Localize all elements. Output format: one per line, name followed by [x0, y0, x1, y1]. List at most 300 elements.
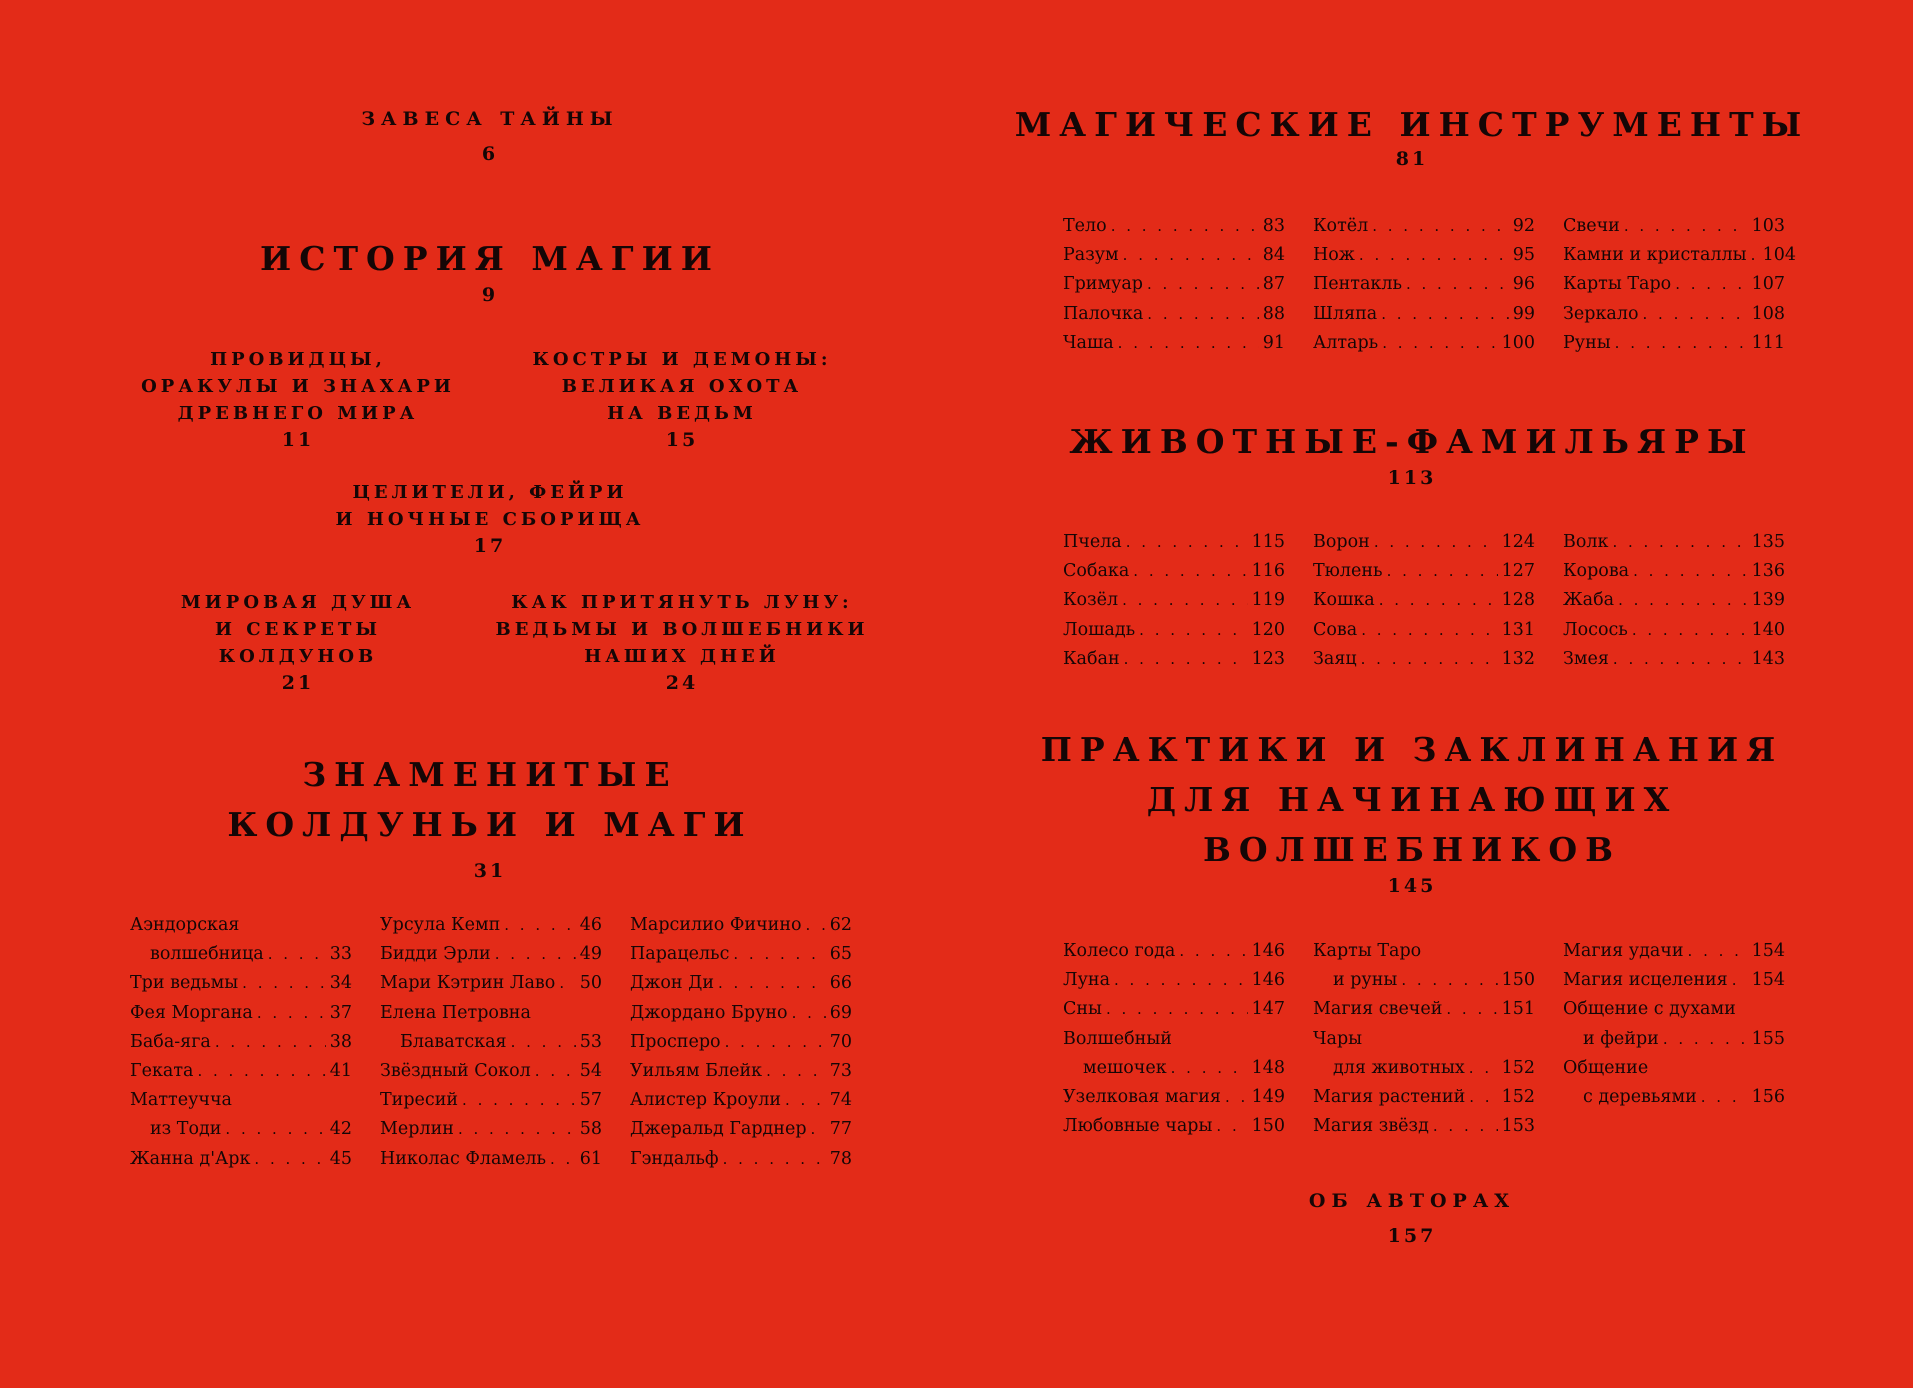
toc-entry-page: 131	[1501, 619, 1535, 640]
toc-entry-page: 49	[579, 944, 602, 965]
toc-entry	[1313, 212, 1535, 241]
sub-line: И НОЧНЫЕ СБОРИЩА	[335, 509, 645, 530]
toc-entry-page: 65	[829, 944, 852, 965]
toc-entry-label: Колесо года	[1063, 941, 1176, 961]
toc-entry-page: 150	[1251, 1116, 1285, 1137]
toc-entry-label: Свечи	[1563, 216, 1620, 236]
toc-entry-label: Джон Ди	[630, 973, 714, 994]
toc-entry	[1313, 995, 1535, 1024]
right-page	[956, 0, 1913, 1388]
toc-entry	[1063, 241, 1285, 270]
history-sub-3	[240, 479, 740, 560]
toc-entry-page: 99	[1512, 303, 1535, 324]
toc-entry-label: Лошадь	[1063, 619, 1136, 640]
toc-entry	[1313, 1083, 1535, 1112]
toc-entry	[1313, 1025, 1535, 1054]
toc-entry	[1563, 966, 1785, 995]
dot-leader	[1633, 557, 1747, 586]
toc-entry	[1563, 300, 1785, 329]
history-sub-5	[462, 589, 902, 697]
toc-entry-page: 33	[329, 944, 352, 965]
toc-entry-page: 50	[579, 973, 602, 994]
toc-entry-page: 146	[1251, 941, 1285, 961]
familiars-col-1	[1063, 528, 1285, 674]
toc-entry	[1063, 966, 1285, 995]
familiars-page: 113	[1387, 467, 1437, 489]
toc-entry-label: Пчела	[1063, 532, 1122, 552]
toc-entry-page: 135	[1751, 532, 1785, 552]
toc-entry-page: 140	[1751, 619, 1785, 640]
toc-entry-label: Магия растений	[1313, 1086, 1466, 1107]
left-page	[0, 0, 956, 1388]
toc-entry-page: 143	[1751, 648, 1785, 669]
toc-entry	[1063, 300, 1285, 329]
dot-leader	[1123, 241, 1259, 270]
dot-leader	[1751, 241, 1759, 270]
practices-col-2	[1313, 937, 1535, 1141]
dot-leader	[1406, 270, 1509, 299]
dot-leader	[268, 940, 326, 969]
practices-title-line: ПРАКТИКИ И ЗАКЛИНАНИЯ	[1040, 730, 1784, 769]
toc-entry-page: 91	[1262, 332, 1285, 353]
toc-entry	[630, 911, 852, 940]
toc-entry-label: Лосось	[1563, 619, 1628, 640]
toc-entry-page: 120	[1251, 619, 1285, 640]
toc-entry	[1313, 645, 1535, 674]
toc-entry-page: 78	[829, 1148, 852, 1169]
famous-col-1	[130, 911, 352, 1174]
toc-entry-page: 147	[1251, 999, 1285, 1020]
toc-entry-label: Карты Таро	[1313, 941, 1422, 961]
toc-entry-page: 69	[829, 1002, 852, 1023]
toc-entry-label: Геката	[130, 1060, 194, 1081]
toc-entry	[1063, 586, 1285, 615]
toc-entry	[1563, 616, 1785, 645]
dot-leader	[1225, 1083, 1248, 1112]
sub-page: 17	[473, 535, 507, 557]
dot-leader	[550, 1145, 576, 1174]
toc-entry	[1313, 616, 1535, 645]
history-page: 9	[481, 284, 499, 306]
toc-entry-page: 128	[1501, 590, 1535, 611]
toc-entry-label: Карты Таро	[1563, 274, 1672, 295]
toc-entry	[1063, 557, 1285, 586]
toc-entry-label: Просперо	[630, 1031, 721, 1052]
toc-entry	[130, 969, 352, 998]
toc-entry-page: 107	[1751, 274, 1785, 295]
toc-entry-label: Чары	[1313, 1028, 1363, 1049]
toc-entry-label: Общение	[1563, 1057, 1649, 1078]
toc-entry-label: из Тоди	[150, 1119, 222, 1140]
toc-entry	[1563, 1025, 1785, 1054]
famous-page: 31	[473, 860, 507, 882]
sub-line: ВЕЛИКАЯ ОХОТА	[561, 376, 803, 397]
toc-entry	[1063, 212, 1285, 241]
toc-entry-page: 100	[1501, 332, 1535, 353]
toc-entry-label: Алистер Кроули	[630, 1090, 781, 1111]
dot-leader	[1114, 966, 1248, 995]
toc-entry-page: 154	[1751, 970, 1785, 991]
toc-entry-label: Фея Моргана	[130, 1002, 253, 1023]
toc-entry	[1063, 528, 1285, 557]
toc-entry-page: 88	[1262, 303, 1285, 324]
toc-entry-page: 124	[1501, 532, 1535, 552]
dot-leader	[766, 1057, 826, 1086]
authors-section	[956, 1188, 1868, 1250]
toc-entry-page: 115	[1251, 532, 1285, 552]
toc-entry-label: Чаша	[1063, 332, 1114, 353]
toc-entry-page: 92	[1512, 216, 1535, 236]
toc-entry-page: 57	[579, 1090, 602, 1111]
toc-entry	[130, 1028, 352, 1057]
dot-leader	[1106, 995, 1248, 1024]
toc-entry	[130, 1086, 352, 1115]
toc-entry	[1313, 241, 1535, 270]
sub-page: 24	[665, 672, 699, 694]
tools-col-1	[1063, 212, 1285, 358]
toc-entry	[630, 1145, 852, 1174]
toc-entry-page: 152	[1501, 1057, 1535, 1078]
toc-entry	[380, 1086, 602, 1115]
toc-entry-label: Марсилио Фичино	[630, 915, 802, 935]
authors-title: ОБ АВТОРАХ	[1308, 1190, 1516, 1212]
dot-leader	[1372, 212, 1508, 241]
dot-leader	[1147, 270, 1259, 299]
toc-entry	[380, 999, 602, 1028]
dot-leader	[511, 1028, 576, 1057]
toc-entry-label: Тиресий	[380, 1090, 459, 1111]
toc-entry	[630, 969, 852, 998]
toc-entry	[1313, 557, 1535, 586]
toc-entry	[380, 911, 602, 940]
sub-line: ОРАКУЛЫ И ЗНАХАРИ	[141, 376, 455, 397]
practices-section	[956, 725, 1868, 900]
toc-entry	[1063, 1083, 1285, 1112]
toc-entry	[1063, 1112, 1285, 1141]
toc-entry	[1313, 528, 1535, 557]
toc-entry-label: Николас Фламель	[380, 1148, 547, 1169]
toc-entry-label: Узелковая магия	[1063, 1086, 1221, 1107]
toc-entry-page: 34	[329, 973, 352, 994]
toc-entry-label: Пентакль	[1313, 274, 1402, 295]
dot-leader	[718, 969, 826, 998]
toc-entry-page: 58	[579, 1119, 602, 1140]
toc-entry-page: 151	[1501, 999, 1535, 1020]
toc-entry-page: 77	[829, 1119, 852, 1140]
toc-entry	[1313, 966, 1535, 995]
dot-leader	[215, 1028, 326, 1057]
dot-leader	[495, 940, 576, 969]
sub-line: ПРОВИДЦЫ,	[210, 349, 386, 370]
toc-entry	[1063, 270, 1285, 299]
toc-entry-label: Мерлин	[380, 1119, 454, 1140]
toc-entry	[130, 1145, 352, 1174]
toc-entry-label: для животных	[1333, 1057, 1465, 1078]
dot-leader	[1632, 616, 1748, 645]
toc-entry	[1563, 528, 1785, 557]
toc-entry-page: 70	[829, 1031, 852, 1052]
sub-page: 21	[281, 672, 315, 694]
toc-entry-label: Заяц	[1313, 648, 1357, 669]
sub-line: КОЛДУНОВ	[218, 646, 378, 667]
dot-leader	[1387, 557, 1498, 586]
toc-entry-label: Алтарь	[1313, 332, 1379, 353]
toc-entry-page: 155	[1751, 1028, 1785, 1049]
tools-title: МАГИЧЕСКИЕ ИНСТРУМЕНТЫ	[1014, 105, 1810, 144]
dot-leader	[1171, 1054, 1248, 1083]
dot-leader	[1446, 995, 1497, 1024]
toc-entry-label: Зеркало	[1563, 303, 1639, 324]
toc-entry-page: 111	[1751, 332, 1785, 353]
toc-entry-page: 41	[329, 1060, 352, 1081]
dot-leader	[1379, 586, 1498, 615]
dot-leader	[792, 999, 826, 1028]
dot-leader	[785, 1086, 826, 1115]
tools-col-3	[1563, 212, 1796, 358]
toc-entry-label: Сова	[1313, 619, 1358, 640]
toc-entry-page: 136	[1751, 561, 1785, 582]
dot-leader	[1701, 1083, 1748, 1112]
toc-entry	[630, 999, 852, 1028]
toc-entry-page: 62	[829, 915, 852, 935]
dot-leader	[811, 1115, 826, 1144]
toc-entry	[1563, 1054, 1785, 1083]
toc-entry-page: 46	[579, 915, 602, 935]
toc-entry	[380, 1145, 602, 1174]
toc-entry-label: Нож	[1313, 245, 1355, 266]
dot-leader	[458, 1115, 576, 1144]
toc-entry-label: Котёл	[1313, 216, 1369, 236]
dot-leader	[1139, 616, 1247, 645]
toc-entry	[1563, 586, 1785, 615]
dot-leader	[254, 1145, 325, 1174]
dot-leader	[725, 1028, 826, 1057]
toc-entry-page: 139	[1751, 590, 1785, 611]
famous-section	[0, 750, 980, 885]
toc-entry	[1563, 329, 1785, 358]
history-sub-1	[98, 346, 498, 454]
tools-section	[956, 100, 1868, 173]
toc-entry-page: 73	[829, 1060, 852, 1081]
toc-entry	[1313, 937, 1535, 966]
toc-entry-page: 37	[329, 1002, 352, 1023]
sub-line: И СЕКРЕТЫ	[215, 619, 381, 640]
toc-entry	[130, 1057, 352, 1086]
toc-entry	[1563, 241, 1796, 270]
toc-entry-page: 95	[1512, 245, 1535, 266]
toc-entry-page: 154	[1751, 941, 1785, 961]
toc-entry-label: Баба-яга	[130, 1031, 211, 1052]
dot-leader	[1118, 329, 1259, 358]
dot-leader	[1688, 937, 1748, 966]
toc-entry-label: волшебница	[150, 944, 264, 965]
sub-line: МИРОВАЯ ДУША	[180, 592, 416, 613]
dot-leader	[1122, 586, 1247, 615]
toc-entry-label: Общение с духами	[1563, 999, 1736, 1020]
sub-line: ЦЕЛИТЕЛИ, ФЕЙРИ	[352, 482, 628, 503]
toc-entry-label: Кабан	[1063, 648, 1120, 669]
toc-entry-label: Козёл	[1063, 590, 1119, 611]
dot-leader	[504, 911, 575, 940]
toc-entry-page: 103	[1751, 216, 1785, 236]
sub-line: НАШИХ ДНЕЙ	[584, 646, 780, 667]
toc-entry	[380, 940, 602, 969]
toc-entry-label: Звёздный Сокол	[380, 1060, 531, 1081]
dot-leader	[1469, 1054, 1498, 1083]
toc-entry	[130, 940, 352, 969]
dot-leader	[733, 940, 825, 969]
dot-leader	[535, 1057, 576, 1086]
toc-entry-page: 123	[1251, 648, 1285, 669]
toc-entry-label: Ворон	[1313, 532, 1370, 552]
toc-entry	[1063, 995, 1285, 1024]
toc-entry-label: мешочек	[1083, 1057, 1167, 1078]
toc-entry	[1313, 329, 1535, 358]
dot-leader	[1643, 300, 1748, 329]
toc-entry-label: Волшебный	[1063, 1028, 1172, 1049]
famous-col-3	[630, 911, 852, 1174]
toc-entry-label: Блаватская	[400, 1031, 507, 1052]
toc-entry-label: Жаба	[1563, 590, 1615, 611]
sub-page: 11	[281, 429, 315, 451]
toc-entry-label: Луна	[1063, 970, 1110, 991]
toc-entry-page: 156	[1751, 1086, 1785, 1107]
authors-page: 157	[1387, 1225, 1437, 1247]
dot-leader	[1675, 270, 1747, 299]
familiars-col-2	[1313, 528, 1535, 674]
toc-entry-label: Елена Петровна	[380, 1002, 531, 1023]
toc-entry-page: 45	[329, 1148, 352, 1169]
toc-entry-page: 150	[1501, 970, 1535, 991]
toc-entry-label: Гримуар	[1063, 274, 1143, 295]
sub-line: ДРЕВНЕГО МИРА	[177, 403, 419, 424]
toc-entry-label: Гэндальф	[630, 1148, 719, 1169]
toc-entry-label: Тюлень	[1313, 561, 1383, 582]
toc-entry-label: Камни и кристаллы	[1563, 245, 1747, 266]
dot-leader	[462, 1086, 576, 1115]
dot-leader	[1663, 1025, 1748, 1054]
toc-entry-page: 148	[1251, 1057, 1285, 1078]
toc-entry	[1063, 329, 1285, 358]
intro-page: 6	[481, 143, 499, 165]
toc-entry	[1313, 586, 1535, 615]
toc-entry-label: Урсула Кемп	[380, 915, 501, 935]
dot-leader	[1359, 241, 1509, 270]
practices-title-line: ДЛЯ НАЧИНАЮЩИХ	[1146, 780, 1678, 819]
toc-entry	[1313, 1112, 1535, 1141]
toc-entry-label: Джордано Бруно	[630, 1002, 788, 1023]
practices-col-3	[1563, 937, 1785, 1112]
dot-leader	[1624, 212, 1748, 241]
toc-entry-page: 108	[1751, 303, 1785, 324]
history-title: ИСТОРИЯ МАГИИ	[260, 239, 720, 278]
toc-entry	[1563, 1083, 1785, 1112]
dot-leader	[1615, 329, 1748, 358]
toc-entry-label: Разум	[1063, 245, 1119, 266]
toc-entry	[1063, 616, 1285, 645]
toc-entry	[380, 1115, 602, 1144]
toc-entry-page: 96	[1512, 274, 1535, 295]
dot-leader	[1361, 645, 1498, 674]
familiars-col-3	[1563, 528, 1785, 674]
toc-entry-label: Маттеучча	[130, 1090, 232, 1111]
practices-title-line: ВОЛШЕБНИКОВ	[1202, 830, 1622, 869]
dot-leader	[1433, 1112, 1498, 1141]
toc-entry-page: 83	[1262, 216, 1285, 236]
sub-line: КАК ПРИТЯНУТЬ ЛУНУ:	[511, 592, 853, 613]
toc-entry	[1063, 1054, 1285, 1083]
dot-leader	[1613, 645, 1748, 674]
dot-leader	[242, 969, 326, 998]
toc-entry-page: 146	[1251, 970, 1285, 991]
toc-entry-page: 87	[1262, 274, 1285, 295]
toc-entry	[1313, 1054, 1535, 1083]
toc-entry	[1063, 937, 1285, 966]
famous-col-2	[380, 911, 602, 1174]
dot-leader	[197, 1057, 325, 1086]
toc-entry-label: с деревьями	[1583, 1086, 1697, 1107]
famous-title-line: КОЛДУНЬИ И МАГИ	[227, 805, 753, 844]
dot-leader	[1111, 212, 1259, 241]
toc-entry-label: Волк	[1563, 532, 1609, 552]
dot-leader	[1382, 329, 1497, 358]
dot-leader	[1147, 300, 1258, 329]
toc-entry-label: Бидди Эрли	[380, 944, 491, 965]
toc-entry	[630, 940, 852, 969]
toc-entry-page: 149	[1251, 1086, 1285, 1107]
sub-page: 15	[665, 429, 699, 451]
toc-entry-label: Магия удачи	[1563, 941, 1684, 961]
toc-entry-label: Магия исцеления	[1563, 970, 1728, 991]
dot-leader	[1126, 528, 1248, 557]
toc-entry	[130, 1115, 352, 1144]
toc-entry-page: 104	[1762, 245, 1796, 266]
sub-line: КОСТРЫ И ДЕМОНЫ:	[532, 349, 832, 370]
tools-col-2	[1313, 212, 1535, 358]
familiars-title: ЖИВОТНЫЕ-ФАМИЛЬЯРЫ	[1069, 422, 1755, 461]
toc-entry-label: Любовные чары	[1063, 1116, 1213, 1137]
dot-leader	[1124, 645, 1248, 674]
toc-entry-page: 132	[1501, 648, 1535, 669]
toc-entry	[1563, 645, 1785, 674]
toc-entry-label: Кошка	[1313, 590, 1375, 611]
practices-page: 145	[1387, 875, 1437, 897]
toc-entry-page: 38	[329, 1031, 352, 1052]
toc-entry-page: 119	[1251, 590, 1285, 611]
dot-leader	[1618, 586, 1748, 615]
toc-entry-page: 42	[329, 1119, 352, 1140]
toc-entry-page: 152	[1501, 1086, 1535, 1107]
dot-leader	[1179, 937, 1247, 966]
toc-entry-label: Собака	[1063, 561, 1130, 582]
dot-leader	[723, 1145, 826, 1174]
toc-entry-page: 116	[1251, 561, 1285, 582]
toc-entry-label: Корова	[1563, 561, 1630, 582]
toc-entry	[1563, 212, 1785, 241]
toc-entry	[130, 999, 352, 1028]
toc-entry	[380, 1057, 602, 1086]
toc-entry-page: 74	[829, 1090, 852, 1111]
toc-entry-label: Джеральд Гарднер	[630, 1119, 807, 1140]
toc-entry-label: Парацельс	[630, 944, 730, 965]
toc-entry	[630, 1115, 852, 1144]
history-sub-4	[98, 589, 498, 697]
toc-entry-label: Тело	[1063, 216, 1107, 236]
toc-entry-label: Палочка	[1063, 303, 1144, 324]
toc-entry	[1563, 557, 1785, 586]
toc-entry-label: и руны	[1333, 970, 1398, 991]
toc-entry	[630, 1057, 852, 1086]
